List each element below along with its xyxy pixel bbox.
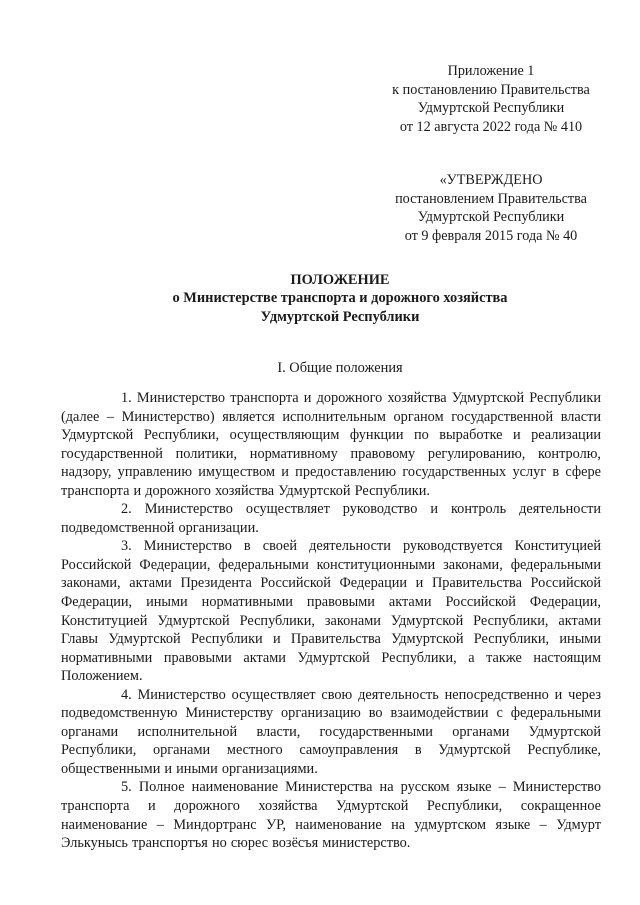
- title-line: о Министерстве транспорта и дорожного хозяйства: [172, 290, 508, 307]
- section-heading: I. Общие положения: [277, 360, 403, 376]
- paragraph: 5. Полное наименование Министерства на русском языке – Министерство транспорта и дорожного хозяйства Удмуртской Республики, сокращенное наименование – Миндортранс УР, наименование на удмуртском языке – Удмурт Элькунысь транспортъя но сюрес возёсъя министерство.: [61, 779, 601, 852]
- paragraph: 3. Министерство в своей деятельности руководствуется Конституцией Российской Федерации, федеральными конституционными законами, федеральными законами, актами Президента Российской Федерации и Правительства Российской Федерации, иными нормативными правовыми актами Российской Федерации, Конституцией Удмуртской Республики, законами Удмуртской Республики, актами Главы Удмуртской Республики и Правительства Удмуртской Республики, иными нормативными правовыми актами Удмуртской Республики, а также настоящим Положением.: [61, 538, 601, 685]
- title-line: Удмуртской Республики: [260, 308, 420, 325]
- appendix-line: от 12 августа 2022 года № 410: [399, 118, 583, 135]
- appendix-line: Приложение 1: [447, 63, 535, 79]
- paragraph: 4. Министерство осуществляет свою деятельность непосредственно и через подведомственную Министерству организацию во взаимодействии с федеральными органами исполнительной власти, государственными органами Удмуртской Республики, органами местного самоуправления в Удмуртской Республике, общественными и иными организациями.: [61, 686, 601, 777]
- approved-block: [360, 171, 622, 245]
- title-line: ПОЛОЖЕНИЕ: [290, 272, 390, 288]
- approved-line: «УТВЕРЖДЕНО: [439, 172, 543, 188]
- appendix-block: [360, 62, 622, 136]
- document-title: [60, 271, 620, 326]
- paragraph: 2. Министерство осуществляет руководство и контроль деятельности подведомственной организации.: [61, 501, 601, 536]
- approved-line: от 9 февраля 2015 года № 40: [404, 227, 578, 244]
- body-text: [61, 389, 601, 853]
- appendix-line: к постановлению Правительства: [392, 81, 590, 98]
- approved-line: постановлением Правительства: [395, 190, 587, 207]
- appendix-line: Удмуртской Республики: [417, 100, 565, 117]
- approved-line: Удмуртской Республики: [417, 209, 565, 226]
- paragraph: 1. Министерство транспорта и дорожного хозяйства Удмуртской Республики (далее – Министерство) является исполнительным органом государственной власти Удмуртской Республики, осуществляющим функции по выработке и реализации государственной политики, нормативному правовому регулированию, контролю, надзору, управлению имуществом и предоставлению государственных услуг в сфере транспорта и дорожного хозяйства Удмуртской Республики.: [61, 390, 601, 499]
